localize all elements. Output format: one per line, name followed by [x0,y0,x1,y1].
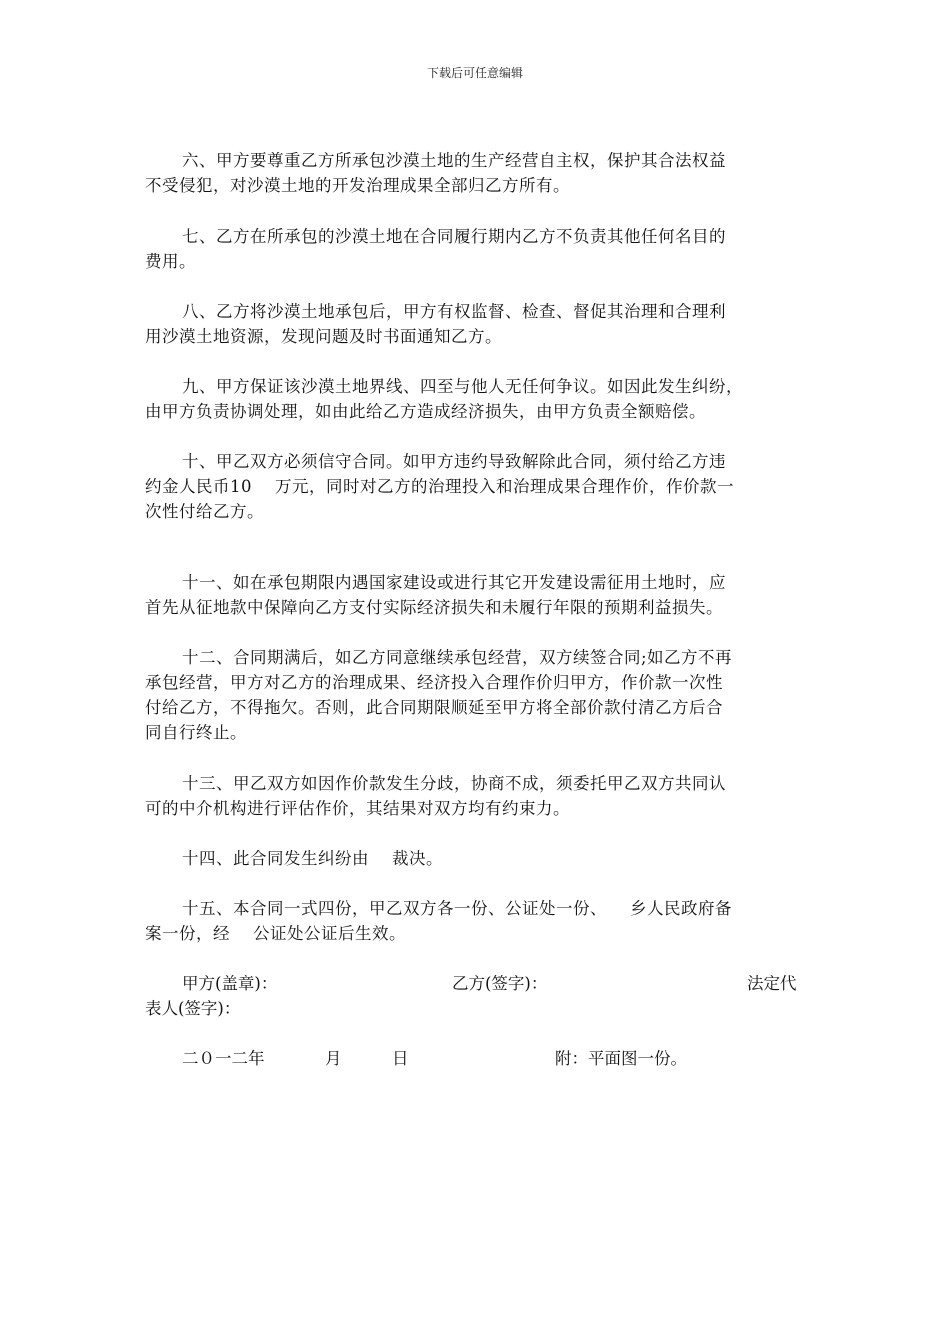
clause-6 [145,148,805,198]
clause-12 [145,645,805,745]
attachment-note: 附：平面图一份。 [555,1049,687,1068]
legal-rep-label-part2: 表人(签字)： [145,999,241,1018]
clause-8 [145,299,805,349]
clause-line: 十五、本合同一式四份，甲乙双方各一份、公证处一份、 乡人民政府备 [182,899,732,918]
clause-line: 次性付给乙方。 [145,502,264,521]
clause-line: 承包经营，甲方对乙方的治理成果、经济投入合理作价归甲方，作价款一次性 [145,673,723,692]
clause-line: 费用。 [145,252,196,271]
clause-10 [145,449,805,524]
date-year: 二０一二年 [182,1049,265,1068]
clause-line: 十四、此合同发生纠纷由 裁决。 [182,849,443,868]
clause-line: 十、甲乙双方必须信守合同。如甲方违约导致解除此合同，须付给乙方违 [182,452,726,471]
date-month: 月 [325,1049,342,1068]
clause-line: 付给乙方，不得拖欠。否则，此合同期限顺延至甲方将全部价款付清乙方后合 [145,698,723,717]
clause-line: 八、乙方将沙漠土地承包后，甲方有权监督、检查、督促其治理和合理利 [182,302,726,321]
clause-line: 由甲方负责协调处理，如由此给乙方造成经济损失，由甲方负责全额赔偿。 [145,402,706,421]
clause-line: 约金人民币10 万元，同时对乙方的治理投入和治理成果合理作价，作价款一 [145,477,734,496]
clause-line: 六、甲方要尊重乙方所承包沙漠土地的生产经营自主权，保护其合法权益 [182,151,726,170]
clause-line: 可的中介机构进行评估作价，其结果对双方均有约束力。 [145,799,570,818]
clause-9 [145,374,805,424]
party-b-sign-label: 乙方(签字)： [452,974,548,993]
clause-15 [145,896,805,946]
clause-line: 十二、合同期满后，如乙方同意继续承包经营，双方续签合同;如乙方不再 [182,648,733,667]
clause-line: 不受侵犯，对沙漠土地的开发治理成果全部归乙方所有。 [145,176,570,195]
clause-line: 案一份，经 公证处公证后生效。 [145,924,406,943]
party-a-seal-label: 甲方(盖章)： [182,974,278,993]
clause-line: 十三、甲乙双方如因作价款发生分歧，协商不成，须委托甲乙双方共同认 [182,774,726,793]
clause-line: 用沙漠土地资源，发现问题及时书面通知乙方。 [145,327,502,346]
legal-rep-label-part1: 法定代 [747,974,797,993]
clause-line: 同自行终止。 [145,723,247,742]
date-day: 日 [392,1049,409,1068]
clause-11 [145,570,805,620]
clause-14 [145,846,805,871]
clause-line: 七、乙方在所承包的沙漠土地在合同履行期内乙方不负责其他任何名目的 [182,227,726,246]
clause-13 [145,771,805,821]
clause-line: 九、甲方保证该沙漠土地界线、四至与他人无任何争议。如因此发生纠纷， [182,377,743,396]
clause-line: 十一、如在承包期限内遇国家建设或进行其它开发建设需征用土地时，应 [182,573,726,592]
clause-line: 首先从征地款中保障向乙方支付实际经济损失和未履行年限的预期利益损失。 [145,598,723,617]
clause-7 [145,224,805,274]
page-header: 下载后可任意编辑 [426,66,523,80]
